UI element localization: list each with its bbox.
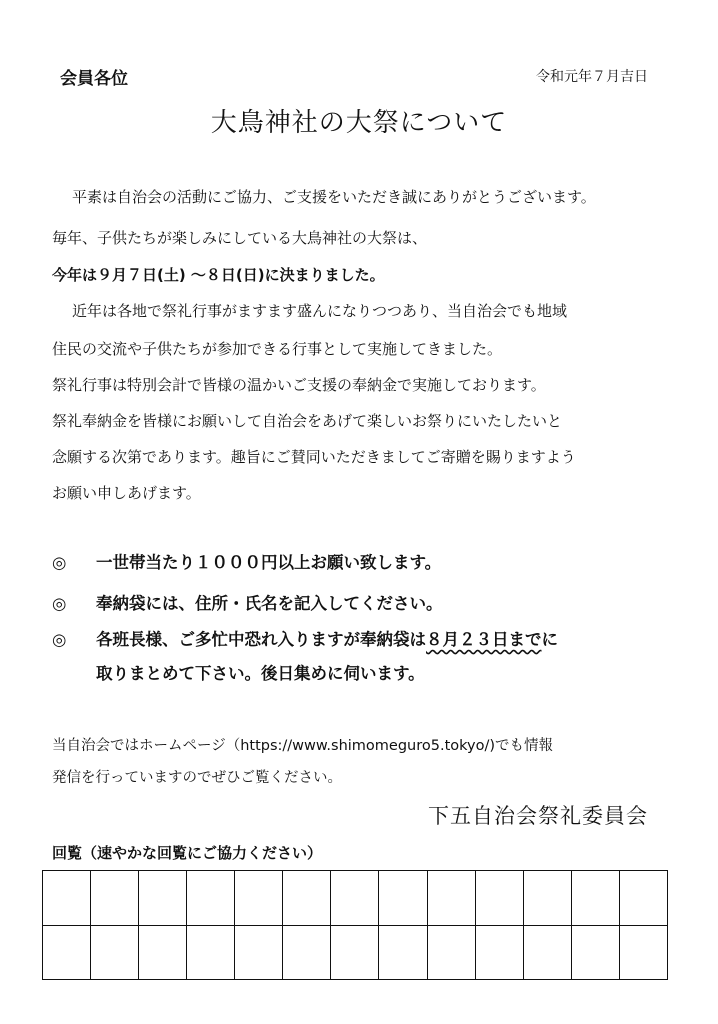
circulation-row: [43, 925, 668, 980]
issue-date: 令和元年７月吉日: [536, 69, 648, 85]
stamp-cell: [427, 871, 475, 926]
paragraph-line-4: 近年は各地で祭礼行事がますます盛んになりつつあり、当自治会でも地域: [72, 302, 568, 320]
bullet-text: 一世帯当たり１０００円以上お願い致します。: [96, 553, 442, 572]
bullet-item-3-continuation: 取りまとめて下さい。後日集めに伺います。: [96, 664, 425, 683]
stamp-cell: [523, 871, 571, 926]
bullet-item-3: [52, 626, 558, 650]
stamp-cell: [379, 871, 427, 926]
stamp-cell: [43, 925, 91, 980]
stamp-cell: [187, 925, 235, 980]
stamp-cell: [331, 925, 379, 980]
homepage-line-2: 発信を行っていますのでぜひご覧ください。: [52, 770, 342, 786]
bullet-item-2: [52, 590, 443, 614]
addressee: 会員各位: [60, 69, 128, 89]
paragraph-line-7: 祭礼奉納金を皆様にお願いして自治会をあげて楽しいお祭りにいたしたいと: [52, 412, 563, 430]
stamp-cell: [139, 925, 187, 980]
paragraph-line-9: お願い申しあげます。: [52, 484, 201, 502]
stamp-cell: [427, 925, 475, 980]
bullet-text-suffix: に: [541, 630, 558, 649]
stamp-cell: [331, 871, 379, 926]
stamp-cell: [475, 871, 523, 926]
stamp-cell: [475, 925, 523, 980]
document-title: 大鳥神社の大祭について: [210, 108, 508, 138]
organization-name: 下五自治会祭礼委員会: [428, 804, 648, 828]
paragraph-line-6: 祭礼行事は特別会計で皆様の温かいご支援の奉納金で実施しております。: [52, 376, 546, 394]
stamp-cell: [283, 871, 331, 926]
homepage-line-1: 当自治会ではホームページ（https://www.shimomeguro5.tokyo/)でも情報: [52, 738, 554, 754]
double-circle-icon: ◎: [52, 594, 67, 613]
circulation-stamp-table: [42, 870, 668, 980]
circulation-label: 回覧（速やかな回覧にご協力ください）: [52, 844, 323, 862]
paragraph-line-5: 住民の交流や子供たちが参加できる行事として実施してきました。: [52, 340, 503, 358]
stamp-cell: [379, 925, 427, 980]
festival-dates-line: 今年は９月７日(土) ～８日(日)に決まりました。: [52, 266, 385, 284]
stamp-cell: [187, 871, 235, 926]
bullet-item-1: [52, 549, 441, 573]
stamp-cell: [91, 871, 139, 926]
stamp-cell: [523, 925, 571, 980]
stamp-cell: [283, 925, 331, 980]
stamp-cell: [619, 925, 667, 980]
stamp-cell: [571, 925, 619, 980]
stamp-cell: [139, 871, 187, 926]
stamp-cell: [235, 925, 283, 980]
stamp-cell: [91, 925, 139, 980]
double-circle-icon: ◎: [52, 553, 67, 572]
bullet-text: 奉納袋には、住所・氏名を記入してください。: [96, 594, 443, 613]
deadline-text: ８月２３日まで: [426, 630, 542, 649]
bullet-text: 各班長様、ご多忙中恐れ入りますが奉納袋は: [96, 630, 426, 649]
paragraph-line-8: 念願する次第であります。趣旨にご賛同いただきましてご寄贈を賜りますよう: [52, 448, 576, 466]
stamp-cell: [235, 871, 283, 926]
stamp-cell: [43, 871, 91, 926]
paragraph-line-1: 平素は自治会の活動にご協力、ご支援をいただき誠にありがとうございます。: [72, 188, 596, 206]
double-circle-icon: ◎: [52, 630, 67, 649]
paragraph-line-2: 毎年、子供たちが楽しみにしている大鳥神社の大祭は、: [52, 229, 428, 247]
stamp-cell: [619, 871, 667, 926]
stamp-cell: [571, 871, 619, 926]
circulation-row: [43, 871, 668, 926]
